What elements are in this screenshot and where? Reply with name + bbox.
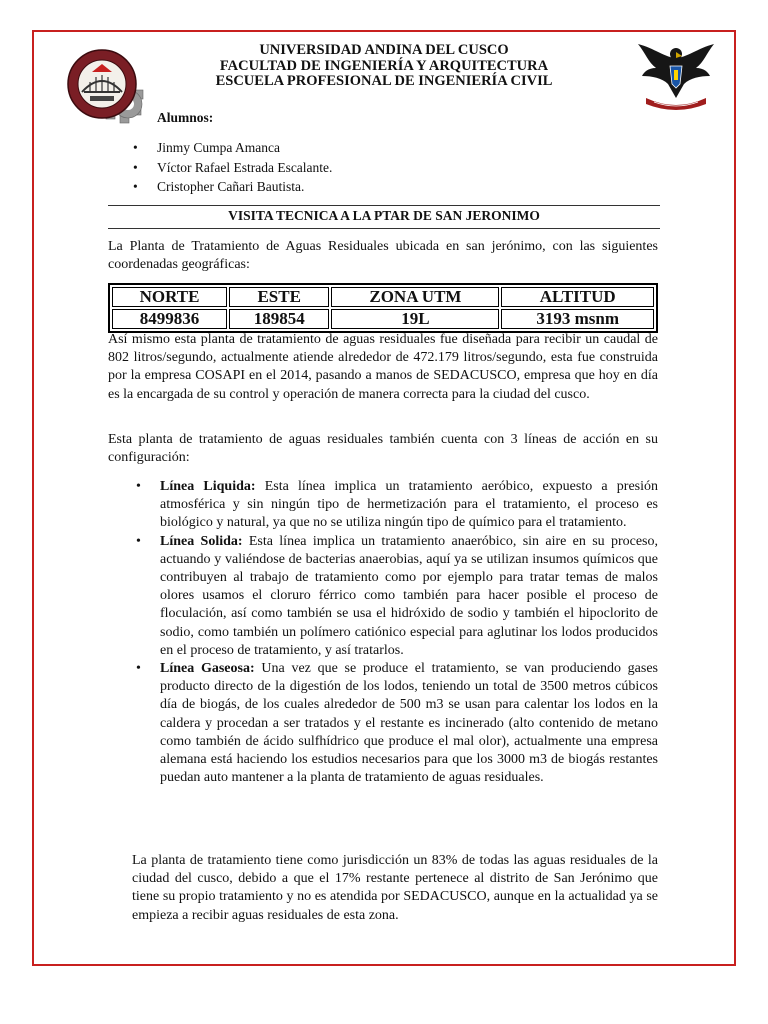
student-item: • Víctor Rafael Estrada Escalante. (133, 158, 332, 178)
students-list (133, 138, 332, 197)
school-name: ESCUELA PROFESIONAL DE INGENIERÍA CIVIL (215, 73, 553, 89)
list-item (132, 533, 658, 660)
section-title: VISITA TECNICA A LA PTAR DE SAN JERONIMO (228, 208, 540, 223)
section-rule-top (108, 205, 660, 206)
value-este: 189854 (229, 309, 329, 329)
list-item (132, 660, 658, 787)
table-row (112, 309, 654, 329)
action-lines-list (132, 478, 658, 787)
table-header-row (112, 287, 654, 307)
value-norte: 8499836 (112, 309, 227, 329)
description-paragraph: Así mismo esta planta de tratamiento de aguas residuales fue diseñada para recibir un caudal de 802 litros/segundo, actualmente atiende alrededor de 472.179 litros/segundo, esta fue construida por la empresa COSAPI en el 2014, pasando a manos de SEDACUSCO, empresa que hoy en día es la encargada de su control y operación de manera correcta para la ciudad del cusco. (108, 332, 658, 402)
student-item: • Cristopher Cañari Bautista. (133, 177, 332, 197)
coordinates-table (108, 283, 658, 333)
header-altitud: ALTITUD (501, 287, 654, 307)
line-text: Una vez que se produce el tratamiento, se van produciendo gases producto directo de la digestión de los lodos, teniendo un total de 3500 metros cúbicos día de biogás, de los cuales alrededor de 500 m3 se usan para calentar los lodos en la caldera y procedan a ser tratados y el restante es incinerado (alto contenido de metano como también de ácido sulfhídrico que produce el mal olor), actualmente una empresa alemana está haciendo los estudios necesarios para que los 3000 m3 de biogás restantes puedan auto mantener a la planta de tratamiento de aguas residuales. (160, 661, 659, 786)
intro-paragraph: La Planta de Tratamiento de Aguas Residuales ubicada en san jerónimo, con las siguientes coordenadas geográficas: (108, 239, 658, 273)
university-name: UNIVERSIDAD ANDINA DEL CUSCO (259, 42, 509, 58)
line-text: Esta línea implica un tratamiento aeróbico, expuesto a presión atmosférica y sin ningún tipo de hermetización para el tratamiento, el proceso es biológico y natural, ya que no se utiliza ningún tipo de químico para el tratamiento. (160, 479, 659, 531)
line-term: Línea Liquida: (160, 479, 256, 494)
value-altitud: 3193 msnm (501, 309, 654, 329)
student-item: • Jinmy Cumpa Amanca (133, 138, 332, 158)
section-rule-bottom (108, 228, 660, 229)
jurisdiction-paragraph: La planta de tratamiento tiene como jurisdicción un 83% de todas las aguas residuales de la ciudad del cusco, debido a que el 17% restante pertenece al distrito de San Jerónimo que tiene su propio tratamiento y no es atendida por SEDACUSCO, aunque en la actualidad ya se empieza a recibir aguas residuales de esta zona. (132, 853, 658, 923)
document-header (150, 43, 618, 90)
list-item (132, 478, 658, 533)
action-lines-intro: Esta planta de tratamiento de aguas residuales también cuenta con 3 líneas de acción en su configuración: (108, 432, 658, 466)
header-este: ESTE (229, 287, 329, 307)
students-heading: Alumnos: (157, 110, 214, 125)
line-text: Esta línea implica un tratamiento anaeróbico, sin aire en su proceso, actuando y valiéndose de bacterias anaerobias, aquí ya se utilizan insumos químicos que contribuyen al trabajo de tratamiento como por ejemplo para tratar temas de malos olores usamos el cloruro férrico como también para hacer posible el proceso de floculación, así como también se usa el hidróxido de sodio y también el hipoclorito de sodio, como también un polímero catiónico especial para aglutinar los lodos producidos en el proceso de tratamiento, y así tratarlos. (160, 533, 658, 658)
line-term: Línea Gaseosa: (160, 661, 255, 677)
engineering-school-logo (62, 44, 154, 126)
header-zona-utm: ZONA UTM (331, 287, 499, 307)
value-zona-utm: 19L (331, 309, 499, 329)
header-norte: NORTE (112, 287, 227, 307)
university-condor-logo (636, 40, 716, 112)
faculty-name: FACULTAD DE INGENIERÍA Y ARQUITECTURA (219, 57, 549, 74)
line-term: Línea Solida: (160, 533, 243, 549)
